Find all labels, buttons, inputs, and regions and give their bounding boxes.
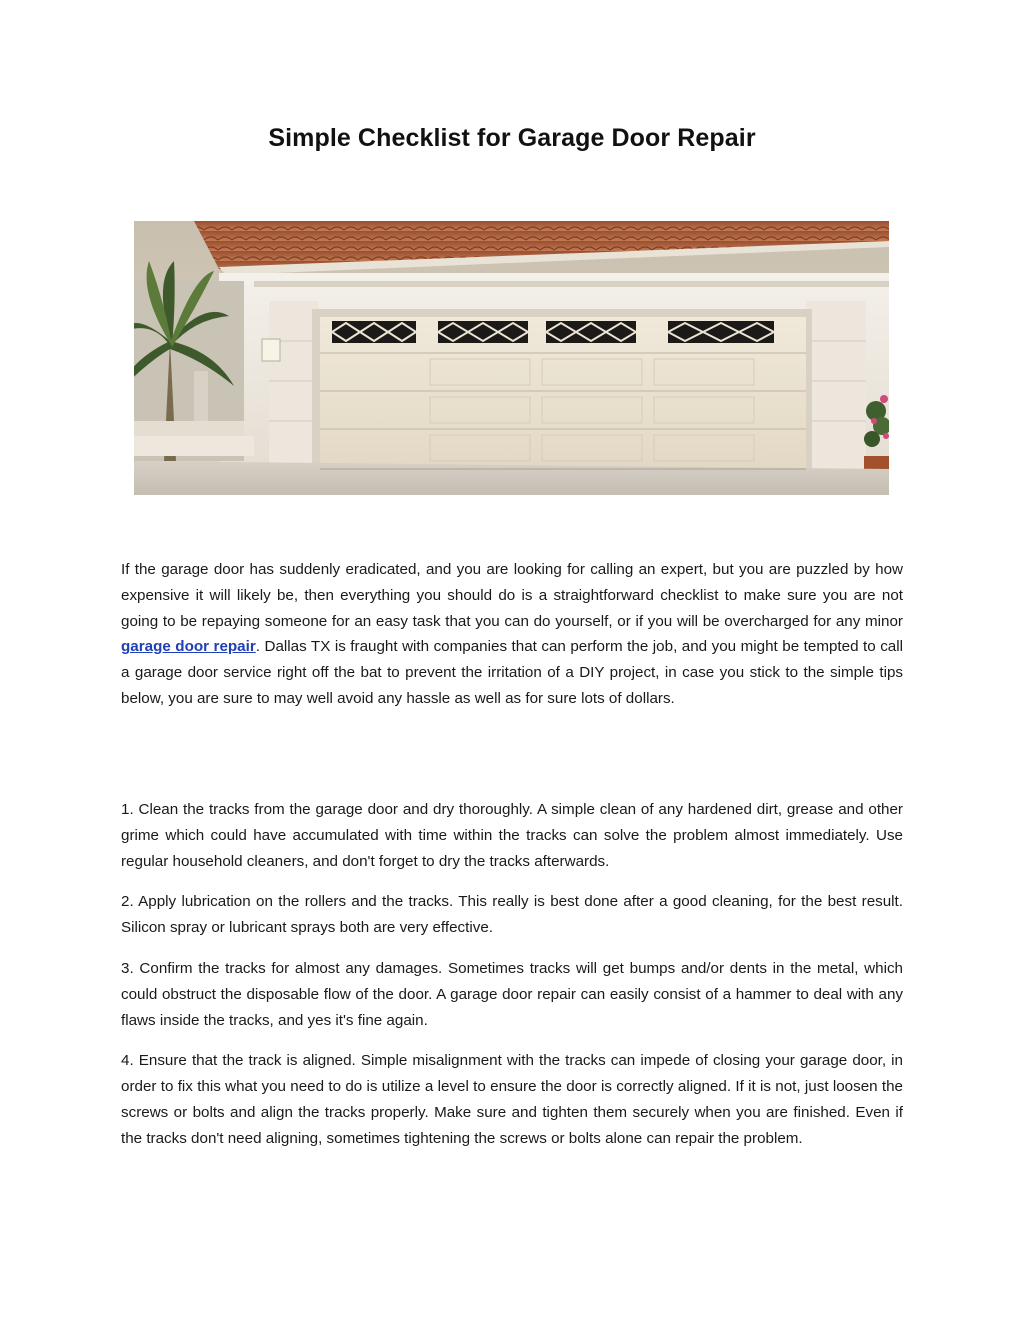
garage-door-photo xyxy=(134,221,889,495)
checklist-item: 1. Clean the tracks from the garage door and dry thoroughly. A simple clean of any hardened dirt, grease and other grime which could have accumulated with time within the tracks can solve the problem almost immediately. Use regular household cleaners, and don't forget to dry the tracks afterwards. xyxy=(121,801,903,870)
checklist-item: 2. Apply lubrication on the rollers and the tracks. This really is best done after a good cleaning, for the best result. Silicon spray or lubricant sprays both are very effective. xyxy=(121,893,903,937)
page-title: Simple Checklist for Garage Door Repair xyxy=(268,124,756,152)
intro-text-after-link: . Dallas TX is fraught with companies that can perform the job, and you might be tempted to call a garage door service right off the bat to prevent the irritation of a DIY project, in case you stick to the simple tips below, you are sure to may well avoid any hassle as well as for sure lots of dollars. xyxy=(121,638,903,707)
intro-text-before-link: If the garage door has suddenly eradicated, and you are looking for calling an expert, but you are puzzled by how expensive it will likely be, then everything you should do is a straightforward checklist to make sure you are not going to be repaying someone for an easy task that you can do yourself, or if you will be overcharged for any minor xyxy=(121,561,903,630)
checklist xyxy=(121,797,903,1167)
garage-door-repair-link[interactable]: garage door repair xyxy=(121,638,256,656)
checklist-item: 3. Confirm the tracks for almost any damages. Sometimes tracks will get bumps and/or dents in the metal, which could obstruct the disposable flow of the door. A garage door repair can easily consist of a hammer to deal with any flaws inside the tracks, and yes it's fine again. xyxy=(121,959,903,1029)
intro-paragraph xyxy=(121,557,903,712)
checklist-item: 4. Ensure that the track is aligned. Simple misalignment with the tracks can impede of closing your garage door, in order to fix this what you need to do is utilize a level to ensure the door is correctly aligned. If it is not, just loosen the screws or bolts and align the tracks properly. Make sure and tighten them securely when you are finished. Even if the tracks don't need aligning, sometimes tightening the screws or bolts alone can repair the problem. xyxy=(121,1052,903,1147)
